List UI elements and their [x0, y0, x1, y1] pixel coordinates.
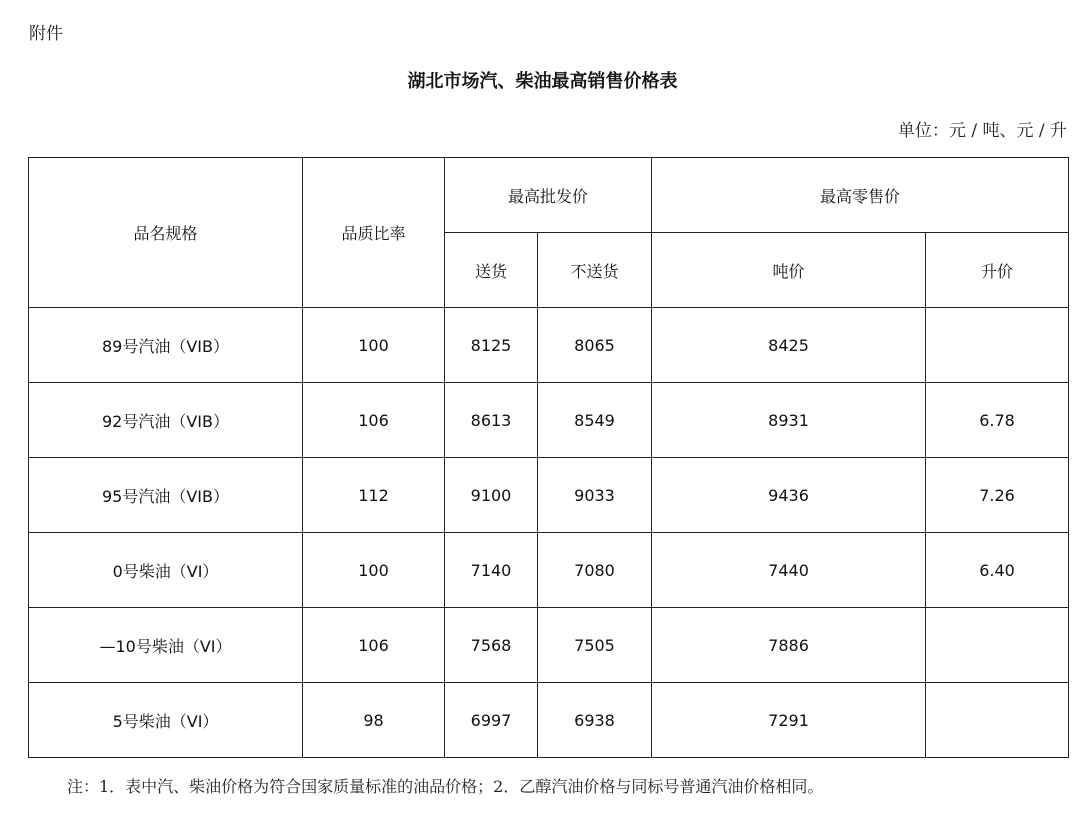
cell-per-ton: 7440	[652, 533, 926, 608]
cell-delivered: 7568	[445, 608, 538, 683]
footnote: 注：1．表中汽、柴油价格为符合国家质量标准的油品价格；2．乙醇汽油价格与同标号普通汽油价格相同。	[67, 777, 824, 796]
table-row	[29, 533, 1069, 608]
cell-not-delivered: 8549	[538, 383, 652, 458]
cell-ratio: 98	[303, 683, 445, 758]
cell-product: 95号汽油（VIB）	[29, 458, 303, 533]
table-row	[29, 383, 1069, 458]
cell-not-delivered: 6938	[538, 683, 652, 758]
unit-label: 单位：元 / 吨、元 / 升	[897, 121, 1067, 141]
cell-per-ton: 9436	[652, 458, 926, 533]
cell-per-ton: 8931	[652, 383, 926, 458]
cell-delivered: 6997	[445, 683, 538, 758]
cell-ratio: 100	[303, 308, 445, 383]
cell-per-ton: 7886	[652, 608, 926, 683]
table-row	[29, 458, 1069, 533]
cell-per-ton: 8425	[652, 308, 926, 383]
header-wholesale: 最高批发价	[445, 158, 652, 233]
cell-not-delivered: 8065	[538, 308, 652, 383]
header-product: 品名规格	[29, 158, 303, 308]
cell-per-liter: 6.78	[926, 383, 1069, 458]
cell-per-ton: 7291	[652, 683, 926, 758]
cell-not-delivered: 9033	[538, 458, 652, 533]
cell-delivered: 8125	[445, 308, 538, 383]
cell-ratio: 106	[303, 608, 445, 683]
table-header-row	[29, 158, 1069, 233]
header-delivered: 送货	[445, 233, 538, 308]
cell-delivered: 8613	[445, 383, 538, 458]
cell-product: 92号汽油（VIB）	[29, 383, 303, 458]
table-row	[29, 308, 1069, 383]
cell-per-liter	[926, 683, 1069, 758]
attachment-label: 附件	[29, 24, 63, 44]
header-quality-ratio: 品质比率	[303, 158, 445, 308]
cell-product: —10号柴油（VI）	[29, 608, 303, 683]
page-title: 湖北市场汽、柴油最高销售价格表	[407, 71, 678, 92]
table-row	[29, 683, 1069, 758]
price-table	[28, 157, 1069, 758]
cell-product: 89号汽油（VIB）	[29, 308, 303, 383]
cell-delivered: 7140	[445, 533, 538, 608]
header-not-delivered: 不送货	[538, 233, 652, 308]
cell-product: 5号柴油（VI）	[29, 683, 303, 758]
cell-not-delivered: 7080	[538, 533, 652, 608]
cell-ratio: 112	[303, 458, 445, 533]
cell-delivered: 9100	[445, 458, 538, 533]
header-per-ton: 吨价	[652, 233, 926, 308]
cell-per-liter: 6.40	[926, 533, 1069, 608]
table-row	[29, 608, 1069, 683]
cell-per-liter: 7.26	[926, 458, 1069, 533]
header-retail: 最高零售价	[652, 158, 1069, 233]
cell-not-delivered: 7505	[538, 608, 652, 683]
cell-ratio: 100	[303, 533, 445, 608]
cell-per-liter	[926, 308, 1069, 383]
cell-per-liter	[926, 608, 1069, 683]
cell-ratio: 106	[303, 383, 445, 458]
header-per-liter: 升价	[926, 233, 1069, 308]
cell-product: 0号柴油（VI）	[29, 533, 303, 608]
